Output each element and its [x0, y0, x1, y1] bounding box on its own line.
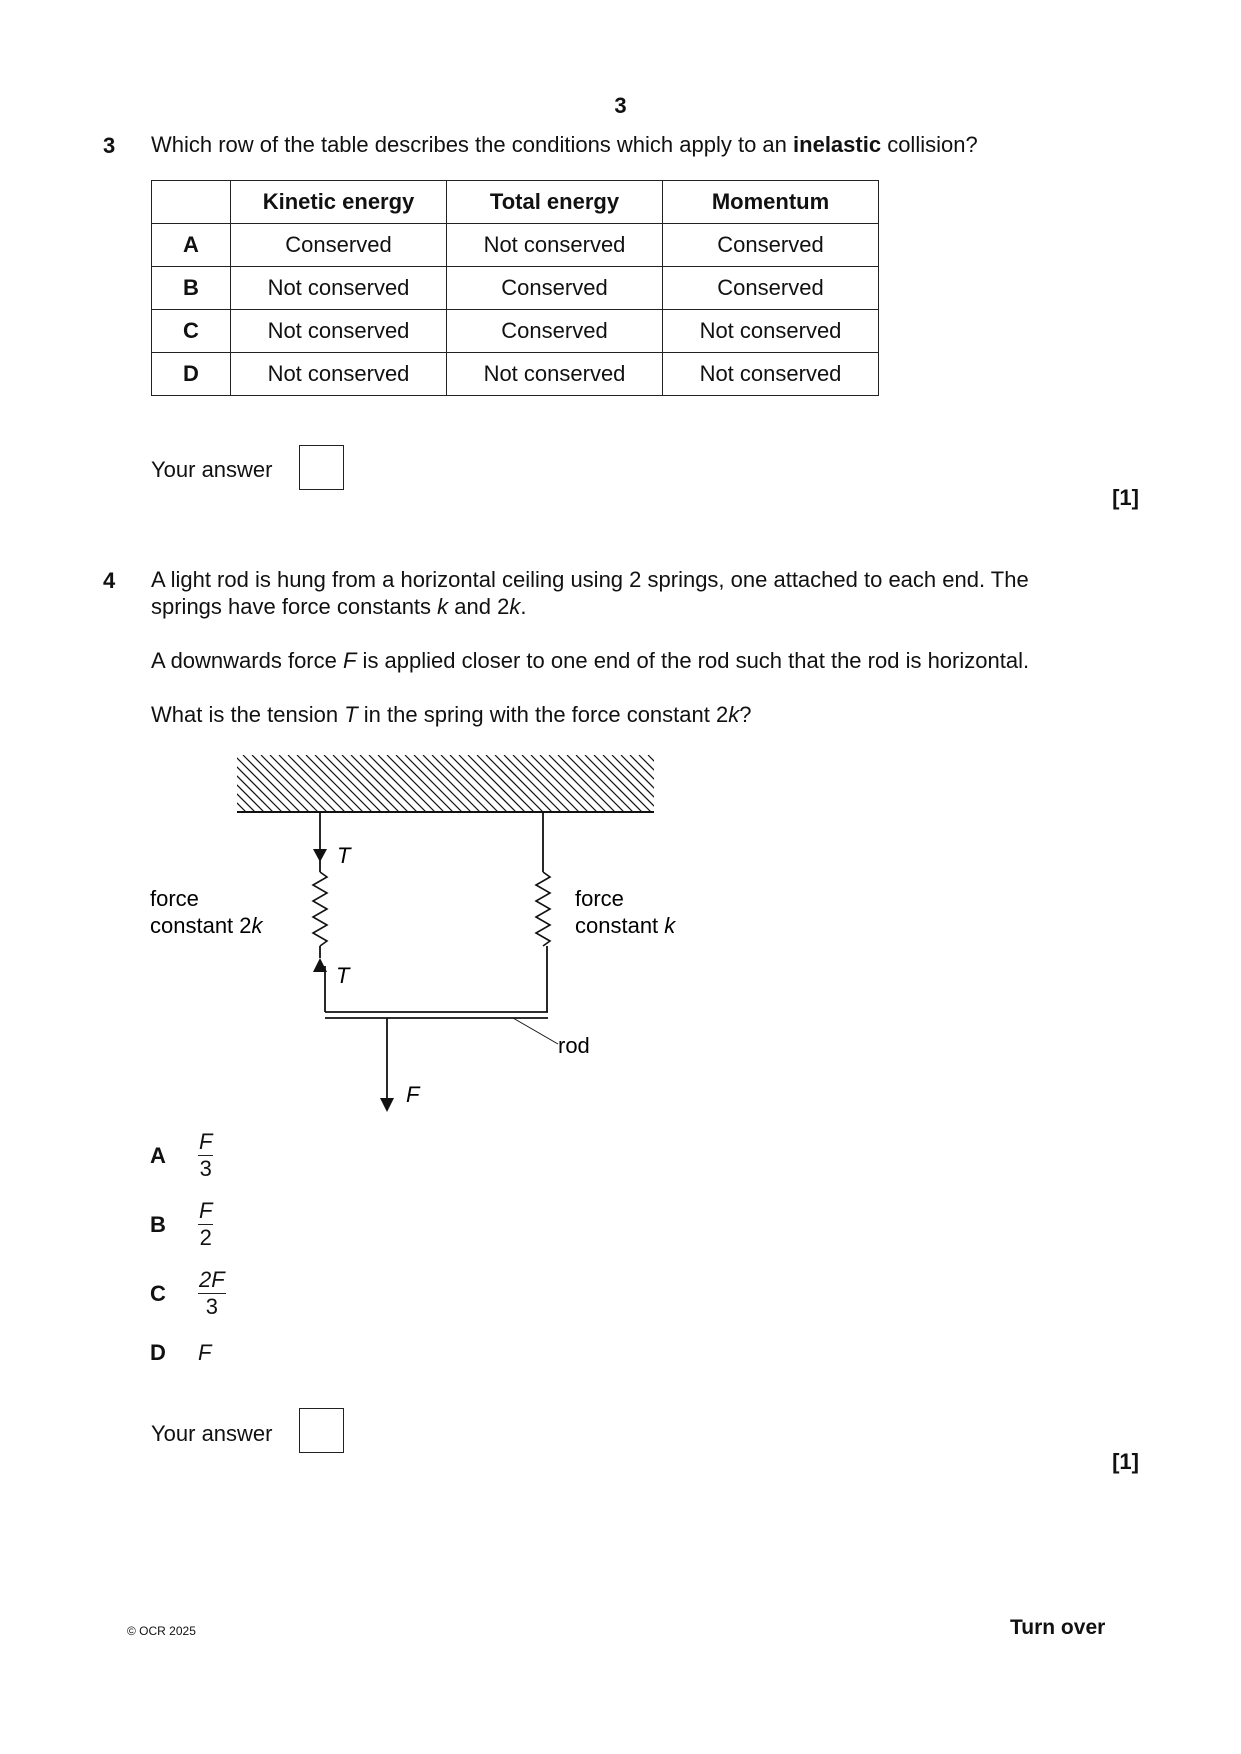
option-d-letter: D [150, 1340, 166, 1365]
hatch-line [639, 755, 696, 812]
hatch-line [252, 755, 309, 812]
q4-p1-text: and 2 [448, 594, 510, 619]
fraction-denominator: 3 [205, 1294, 218, 1319]
hatch-line [459, 755, 516, 812]
tension-arrow-down [313, 849, 327, 862]
header-kinetic-energy: Kinetic energy [231, 181, 447, 224]
q4-p1-text: springs have force constants [151, 594, 438, 619]
hatch-line [405, 755, 462, 812]
hatch-line [720, 755, 777, 812]
hatch-line [432, 755, 489, 812]
hatch-line [369, 755, 426, 812]
q4-p2-text: is applied closer to one end of the rod such that the rod is horizontal. [356, 648, 1030, 673]
hatch-line [189, 755, 246, 812]
left-spring-coil [313, 872, 327, 946]
q4-p3-T: T [344, 702, 358, 727]
hatch-line [657, 755, 714, 812]
hatch-line [504, 755, 561, 812]
tension-label-bottom: T [336, 963, 350, 988]
option-c-letter: C [150, 1281, 166, 1306]
question-3-number: 3 [103, 133, 116, 158]
ceiling-hatching [180, 755, 777, 812]
left-spring-label-line1: force [150, 886, 199, 911]
hatch-line [396, 755, 453, 812]
hatch-line [180, 755, 237, 812]
cell-kinetic: Not conserved [231, 267, 447, 310]
q4-p1-text: . [520, 594, 527, 619]
footer-turn-over: Turn over [1010, 1616, 1106, 1639]
fraction-numerator: F [199, 1198, 213, 1223]
q4-p2-F: F [342, 648, 357, 673]
option-a-fraction [198, 1131, 213, 1180]
tension-label-top: T [337, 843, 351, 868]
hatch-line [612, 755, 669, 812]
hatch-line [576, 755, 633, 812]
hatch-line [531, 755, 588, 812]
hatch-line [243, 755, 300, 812]
option-b-fraction [198, 1200, 213, 1249]
hatch-line [666, 755, 723, 812]
q4-p3-k: k [728, 702, 740, 727]
right-spring-label-line1: force [575, 886, 624, 911]
hatch-line [279, 755, 336, 812]
row-letter: D [152, 353, 231, 396]
hatch-line [315, 755, 372, 812]
force-arrow-head [380, 1098, 394, 1112]
hatch-line [414, 755, 471, 812]
hatch-line [342, 755, 399, 812]
q3-answer-label: Your answer [151, 457, 273, 482]
hatch-line [387, 755, 444, 812]
hatch-line [513, 755, 570, 812]
q4-p2-text: A downwards force [151, 648, 343, 673]
hatch-line [351, 755, 408, 812]
cell-kinetic: Not conserved [231, 310, 447, 353]
q4-p3-text: in the spring with the force constant 2 [357, 702, 729, 727]
hatch-line [207, 755, 264, 812]
hatch-line [567, 755, 624, 812]
hatch-line [549, 755, 606, 812]
q4-answer-box[interactable] [299, 1408, 344, 1453]
left-spring-label-line2 [150, 913, 264, 938]
hatch-line [711, 755, 768, 812]
hatch-line [621, 755, 678, 812]
hatch-line [288, 755, 345, 812]
hatch-line [198, 755, 255, 812]
hatch-line [648, 755, 705, 812]
hatch-line [423, 755, 480, 812]
hatch-line [675, 755, 732, 812]
fraction-denominator: 3 [199, 1156, 212, 1181]
q4-answer-label: Your answer [151, 1421, 273, 1446]
hatch-line [630, 755, 687, 812]
hatch-line [225, 755, 282, 812]
hatch-line [297, 755, 354, 812]
hatch-line [585, 755, 642, 812]
q4-p3-text: What is the tension [151, 702, 345, 727]
hatch-line [684, 755, 741, 812]
hatch-line [216, 755, 273, 812]
cell-kinetic: Conserved [231, 224, 447, 267]
right-spring-label-line2 [575, 913, 676, 938]
row-letter: B [152, 267, 231, 310]
q4-p1-k: k [509, 594, 521, 619]
row-letter: C [152, 310, 231, 353]
hatch-line [360, 755, 417, 812]
cell-momentum: Conserved [663, 224, 879, 267]
header-total-energy: Total energy [447, 181, 663, 224]
row-letter: A [152, 224, 231, 267]
question-4-number: 4 [103, 568, 116, 593]
header-momentum: Momentum [663, 181, 879, 224]
q4-p1-k: k [437, 594, 449, 619]
q3-marks: [1] [1112, 485, 1139, 510]
rod-leader-line [513, 1018, 558, 1044]
hatch-line [702, 755, 759, 812]
option-d-text: F [198, 1340, 212, 1365]
footer-copyright: © OCR 2025 [127, 1624, 196, 1638]
q4-marks: [1] [1112, 1449, 1139, 1474]
cell-kinetic: Not conserved [231, 353, 447, 396]
hatch-line [261, 755, 318, 812]
q3-stem-after: collision? [881, 132, 978, 157]
hatch-line [378, 755, 435, 812]
q4-p1-line1: A light rod is hung from a horizontal ceiling using 2 springs, one attached to each end. The [151, 567, 1029, 592]
cell-momentum: Not conserved [663, 353, 879, 396]
fraction-numerator: F [199, 1129, 213, 1154]
hatch-line [594, 755, 651, 812]
hatch-line [603, 755, 660, 812]
hatch-line [468, 755, 525, 812]
hatch-line [306, 755, 363, 812]
right-spring-label-k: k [664, 913, 676, 938]
q3-stem-bold: inelastic [793, 132, 882, 157]
left-spring-label-text: constant 2 [150, 913, 252, 938]
hatch-line [558, 755, 615, 812]
cell-momentum: Not conserved [663, 310, 879, 353]
right-spring-coil [536, 872, 550, 946]
hatch-line [450, 755, 507, 812]
left-spring-label-k: k [251, 913, 263, 938]
force-label: F [406, 1082, 420, 1107]
page-number: 3 [614, 93, 627, 118]
cell-momentum: Conserved [663, 267, 879, 310]
hatch-line [234, 755, 291, 812]
hatch-line [486, 755, 543, 812]
hatch-line [333, 755, 390, 812]
q3-stem-before: Which row of the table describes the conditions which apply to an [151, 132, 794, 157]
rod-label: rod [558, 1033, 590, 1058]
cell-total: Not conserved [447, 353, 663, 396]
option-c-fraction [198, 1269, 226, 1318]
hatch-line [477, 755, 534, 812]
right-spring-label-text: constant [575, 913, 665, 938]
q4-p3-text: ? [739, 702, 752, 727]
option-a-letter: A [150, 1143, 166, 1168]
cell-total: Not conserved [447, 224, 663, 267]
hatch-line [540, 755, 597, 812]
cell-total: Conserved [447, 310, 663, 353]
option-b-letter: B [150, 1212, 166, 1237]
hatch-line [495, 755, 552, 812]
hatch-line [270, 755, 327, 812]
fraction-denominator: 2 [199, 1225, 212, 1250]
cell-total: Conserved [447, 267, 663, 310]
fraction-numerator: 2F [199, 1267, 225, 1292]
hatch-line [324, 755, 381, 812]
hatch-line [522, 755, 579, 812]
hatch-line [693, 755, 750, 812]
hatch-line [441, 755, 498, 812]
